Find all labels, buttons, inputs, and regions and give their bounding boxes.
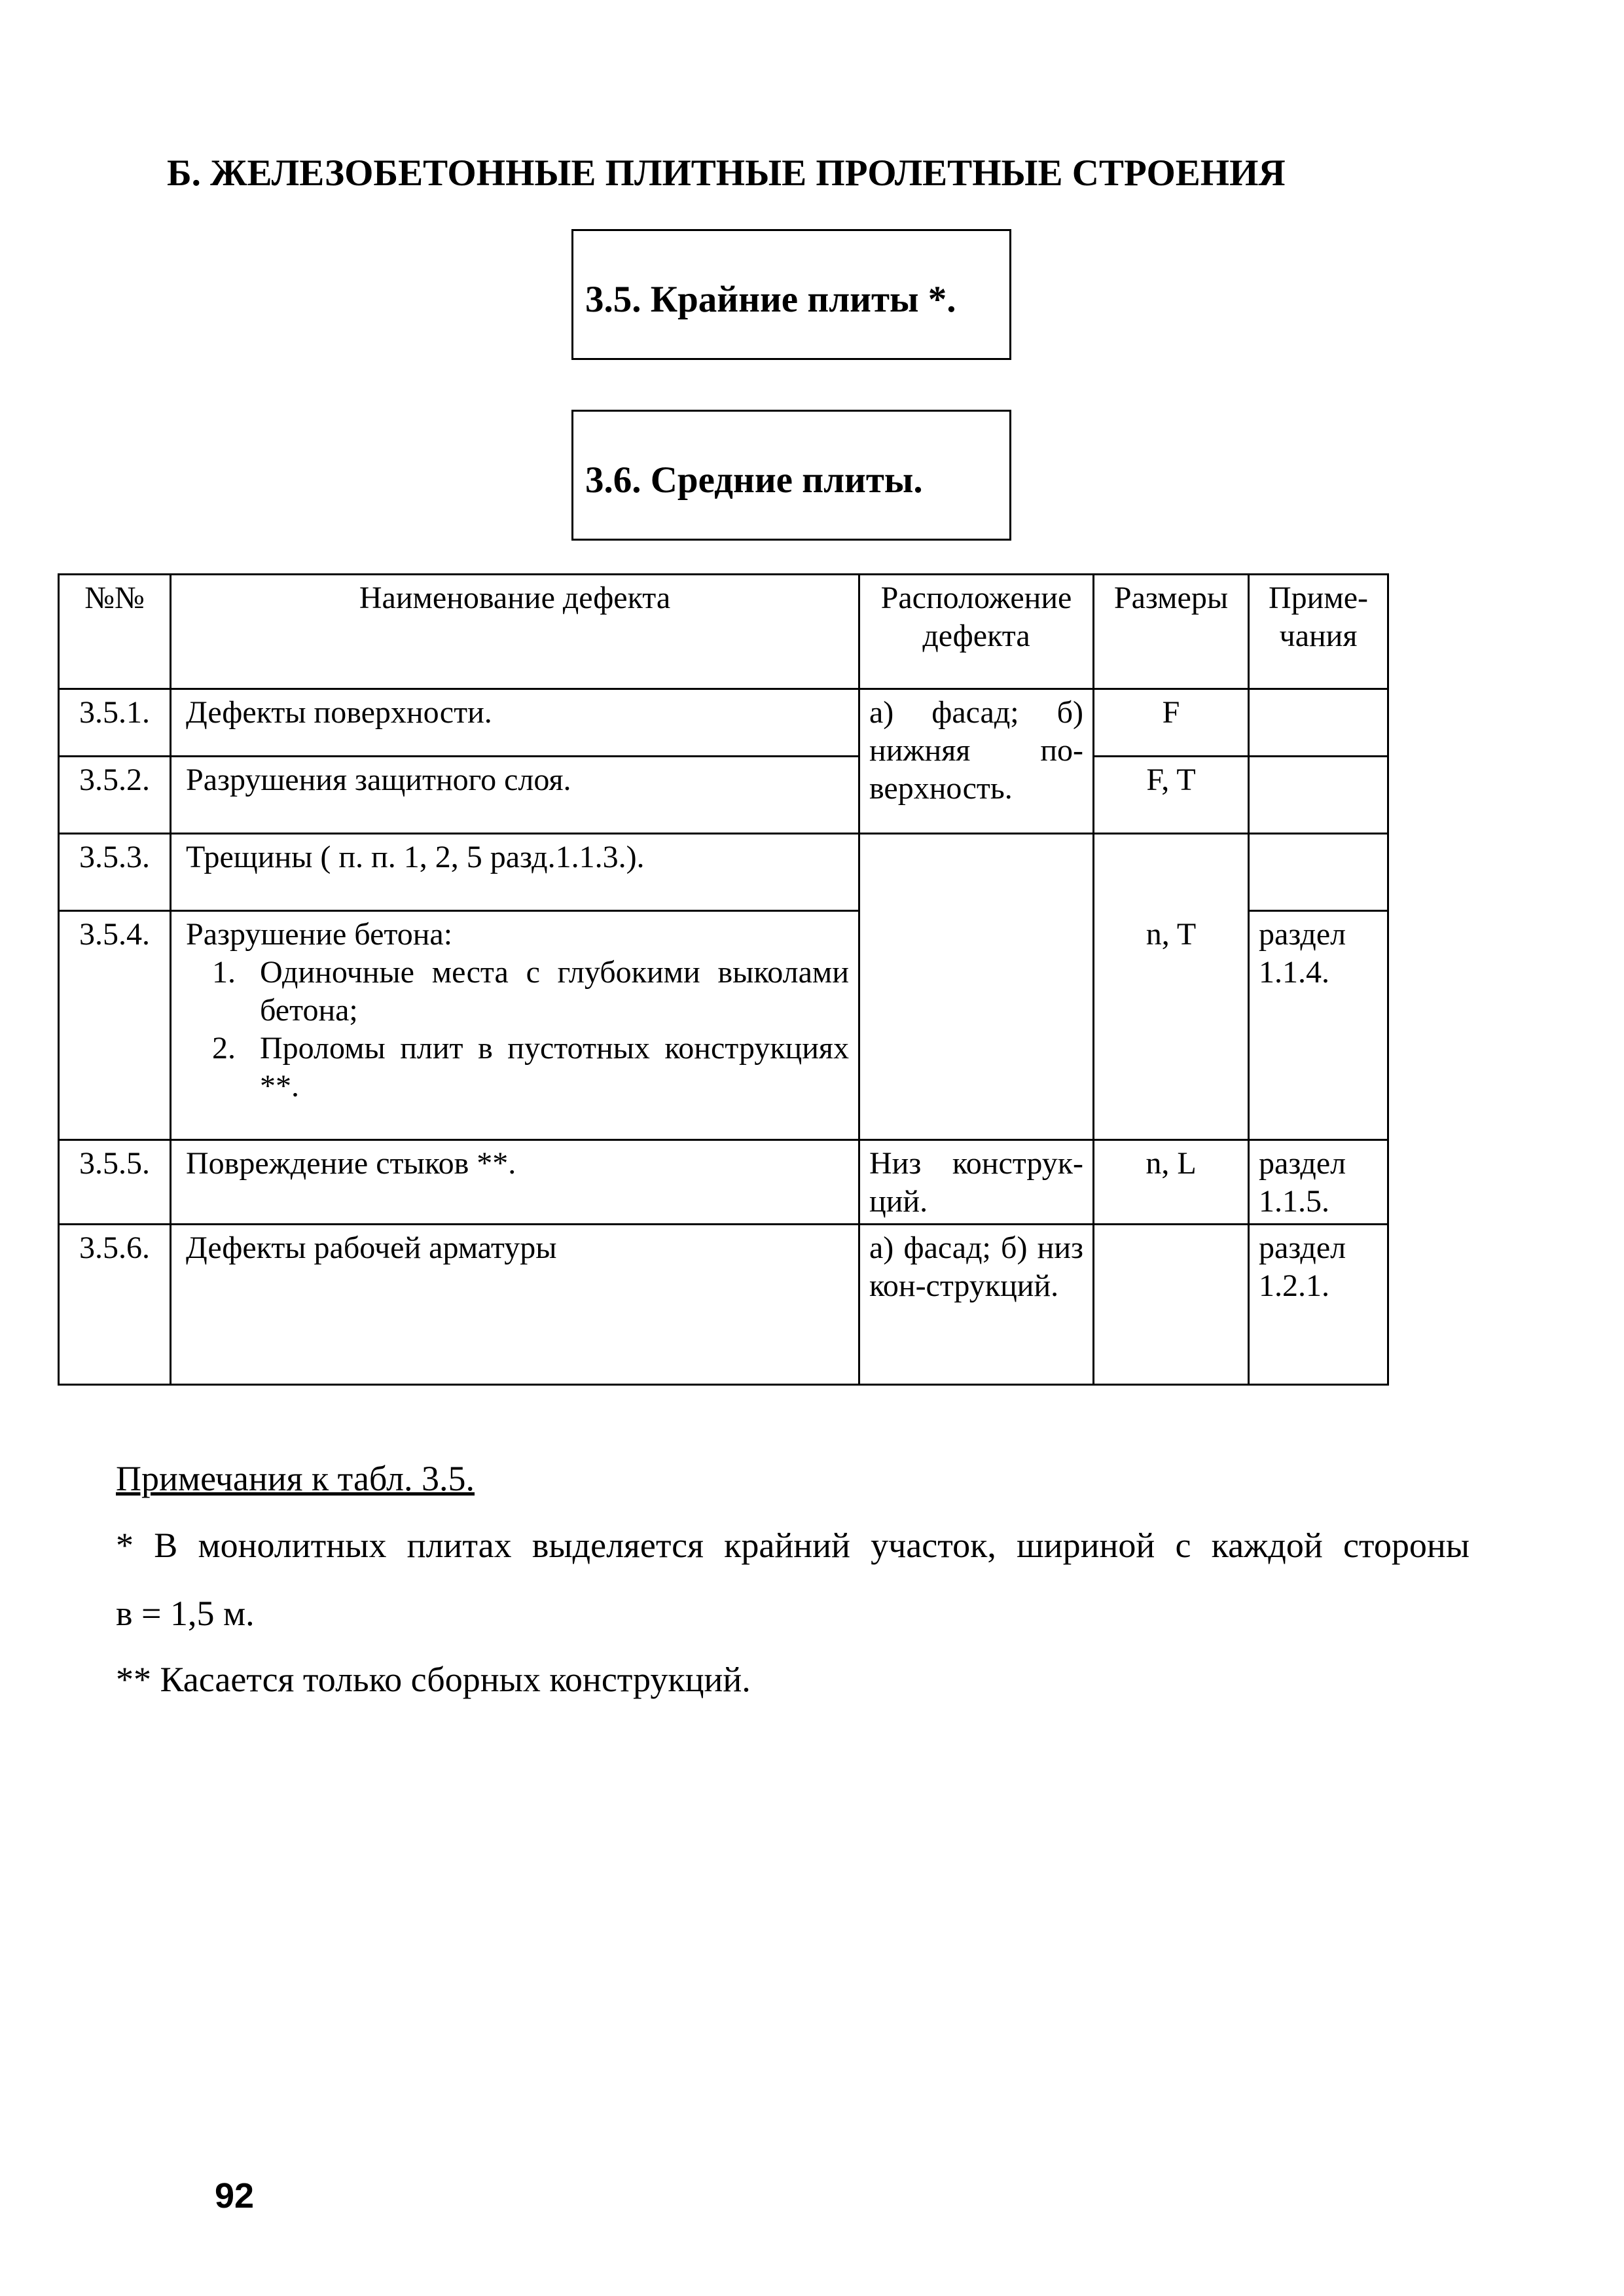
- row-name: Повреждение стыков **.: [171, 1140, 859, 1225]
- row-sizes: n, L: [1094, 1140, 1249, 1225]
- list-item-num: 1.: [212, 955, 236, 990]
- subsection-box-3-5: [571, 229, 1011, 360]
- row-location: а) фасад; б) низ кон-струкций.: [859, 1225, 1094, 1385]
- row-name: Разрушения защитного слоя.: [171, 757, 859, 834]
- row-num: 3.5.2.: [59, 757, 171, 834]
- header-notes: Приме-чания: [1249, 575, 1388, 689]
- header-name: Наименование дефекта: [171, 575, 859, 689]
- row-notes: раздел 1.1.5.: [1249, 1140, 1388, 1225]
- note-2: ** Касается только сборных конструкций.: [116, 1660, 751, 1699]
- row-notes: [1249, 757, 1388, 834]
- table-row: [59, 834, 1388, 911]
- table-header-row: [59, 575, 1388, 689]
- row-notes: раздел 1.2.1.: [1249, 1225, 1388, 1385]
- row-name: [171, 911, 859, 1140]
- header-sizes: Размеры: [1094, 575, 1249, 689]
- row-location: а) фасад; б) нижняя по-верхность.: [859, 689, 1094, 834]
- row-sizes: n, T: [1094, 834, 1249, 1140]
- row-location-empty: [859, 834, 1094, 1140]
- list-item: [186, 1030, 849, 1105]
- row-num: 3.5.5.: [59, 1140, 171, 1225]
- notes-title: Примечания к табл. 3.5.: [116, 1459, 475, 1498]
- row-num: 3.5.3.: [59, 834, 171, 911]
- row-name-label: Разрушение бетона:: [186, 917, 453, 952]
- row-location: Низ конструк-ций.: [859, 1140, 1094, 1225]
- list-item-num: 2.: [212, 1031, 236, 1066]
- list-item-text: Одиночные места с глубокими выколами бетона;: [260, 955, 849, 1028]
- table-row: [59, 689, 1388, 757]
- row-sizes: [1094, 1225, 1249, 1385]
- table-row: [59, 757, 1388, 834]
- row-notes: [1249, 834, 1388, 911]
- note-1: * В монолитных плитах выделяется крайний участок, шириной с каждой стороны: [116, 1526, 1470, 1565]
- defects-table: [58, 573, 1389, 1386]
- row-sizes: F: [1094, 689, 1249, 757]
- header-location: Расположение дефекта: [859, 575, 1094, 689]
- row-num: 3.5.1.: [59, 689, 171, 757]
- table-row: [59, 1140, 1388, 1225]
- subsection-box-3-6: [571, 410, 1011, 541]
- list-item: [186, 954, 849, 1030]
- page-number: 92: [215, 2176, 255, 2215]
- row-sizes: F, T: [1094, 757, 1249, 834]
- row-num: 3.5.6.: [59, 1225, 171, 1385]
- row-name: Дефекты поверхности.: [171, 689, 859, 757]
- subsection-title-3-5: 3.5. Крайние плиты *.: [585, 279, 956, 320]
- subsection-title-3-6: 3.6. Средние плиты.: [585, 459, 923, 501]
- sub-list: [186, 954, 849, 1105]
- row-notes: [1249, 689, 1388, 757]
- table-row: [59, 1225, 1388, 1385]
- row-notes: раздел 1.1.4.: [1249, 911, 1388, 1140]
- section-heading: Б. ЖЕЛЕЗОБЕТОННЫЕ ПЛИТНЫЕ ПРОЛЕТНЫЕ СТРОЕНИЯ: [167, 152, 1286, 194]
- row-name: Трещины ( п. п. 1, 2, 5 разд.1.1.3.).: [171, 834, 859, 911]
- row-num: 3.5.4.: [59, 911, 171, 1140]
- note-1-continued: в = 1,5 м.: [116, 1594, 255, 1633]
- list-item-text: Проломы плит в пустотных конструкциях **.: [260, 1031, 849, 1103]
- header-num: №№: [59, 575, 171, 689]
- row-name: Дефекты рабочей арматуры: [171, 1225, 859, 1385]
